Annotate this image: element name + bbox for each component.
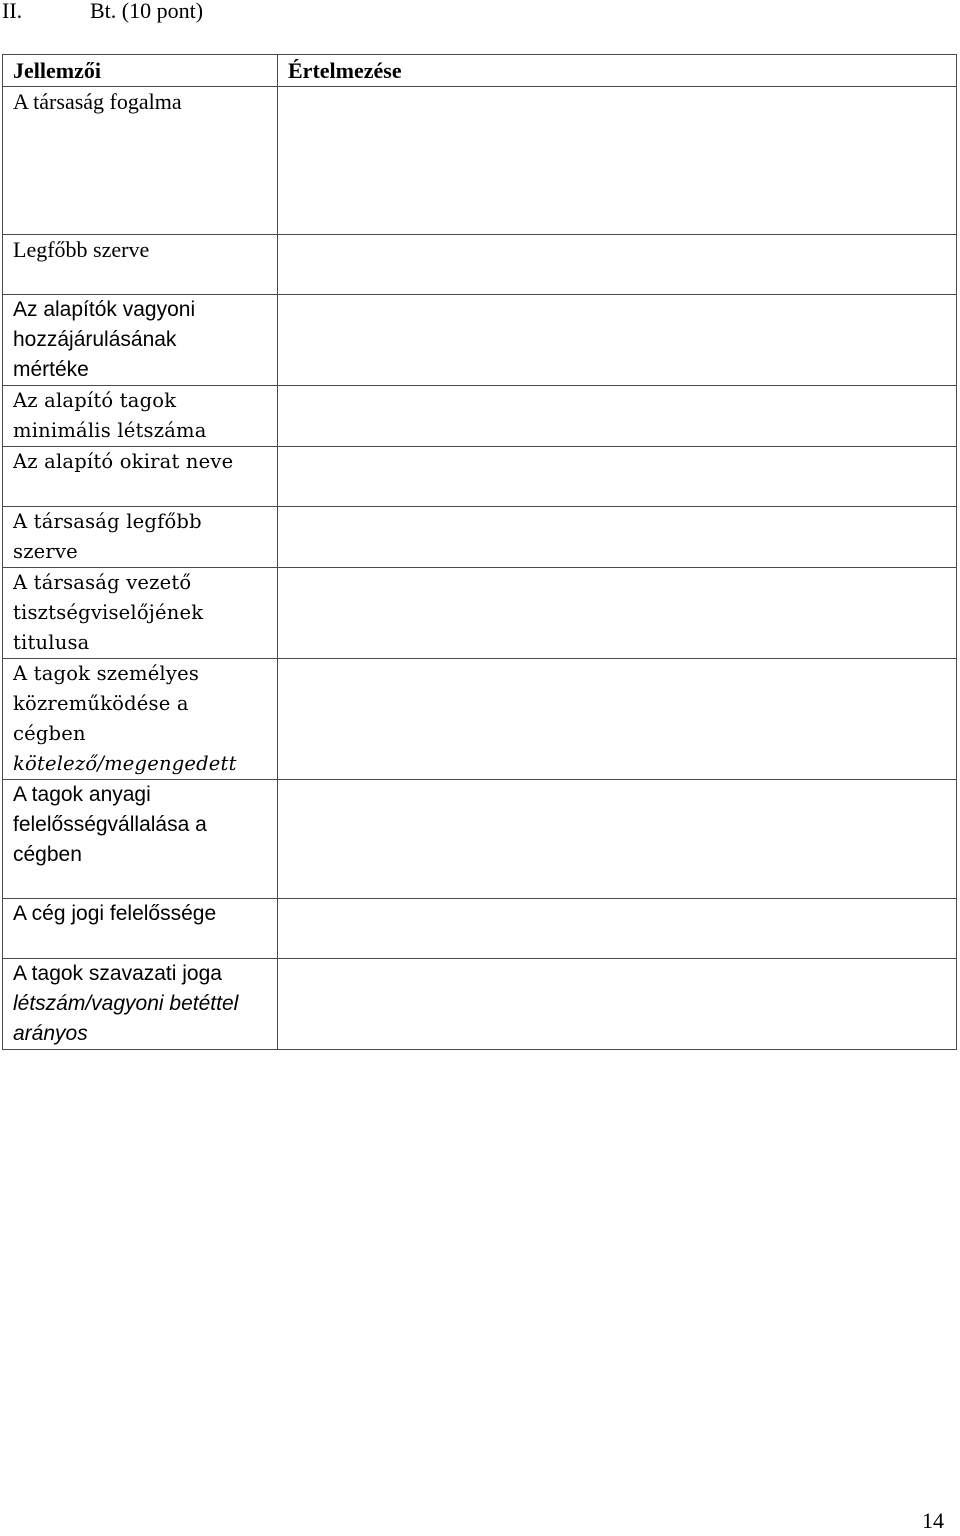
row-label: A tagok személyes közreműködése a cégben kötelező/megengedett	[3, 659, 278, 780]
answer-cell[interactable]	[278, 87, 957, 235]
row-label: Az alapítók vagyoni hozzájárulásának mértéke	[3, 295, 278, 386]
table-row	[3, 235, 957, 295]
table-row	[3, 447, 957, 507]
table-row	[3, 568, 957, 659]
table-row	[3, 386, 957, 447]
page-number: 14	[922, 1508, 944, 1533]
column-header-interpretation: Értelmezése	[278, 55, 957, 87]
section-number: II.	[2, 0, 23, 23]
row-label: A társaság fogalma	[3, 87, 278, 235]
row-label: A társaság legfőbb szerve	[3, 507, 278, 568]
row-label: Legfőbb szerve	[3, 235, 278, 295]
row-label: A társaság vezető tisztségviselőjének titulusa	[3, 568, 278, 659]
answer-cell[interactable]	[278, 899, 957, 959]
table-row	[3, 659, 957, 780]
table-row	[3, 295, 957, 386]
row-label: A tagok anyagi felelősségvállalása a cégben	[3, 780, 278, 899]
answer-cell[interactable]	[278, 235, 957, 295]
row-label: Az alapító tagok minimális létszáma	[3, 386, 278, 447]
table-row	[3, 959, 957, 1050]
row-label: A cég jogi felelőssége	[3, 899, 278, 959]
answer-cell[interactable]	[278, 659, 957, 780]
section-title: Bt. (10 pont)	[90, 0, 204, 23]
row-label: A tagok szavazati joga létszám/vagyoni betéttel arányos	[3, 959, 278, 1050]
table-row	[3, 87, 957, 235]
answer-cell[interactable]	[278, 447, 957, 507]
section-heading	[2, 0, 203, 26]
table-header-row	[3, 55, 957, 87]
row-label: Az alapító okirat neve	[3, 447, 278, 507]
table-row	[3, 507, 957, 568]
table-row	[3, 899, 957, 959]
column-header-characteristics: Jellemzői	[3, 55, 278, 87]
worksheet-table	[2, 54, 957, 1050]
table-row	[3, 780, 957, 899]
answer-cell[interactable]	[278, 507, 957, 568]
answer-cell[interactable]	[278, 568, 957, 659]
answer-cell[interactable]	[278, 386, 957, 447]
answer-cell[interactable]	[278, 959, 957, 1050]
answer-cell[interactable]	[278, 295, 957, 386]
answer-cell[interactable]	[278, 780, 957, 899]
